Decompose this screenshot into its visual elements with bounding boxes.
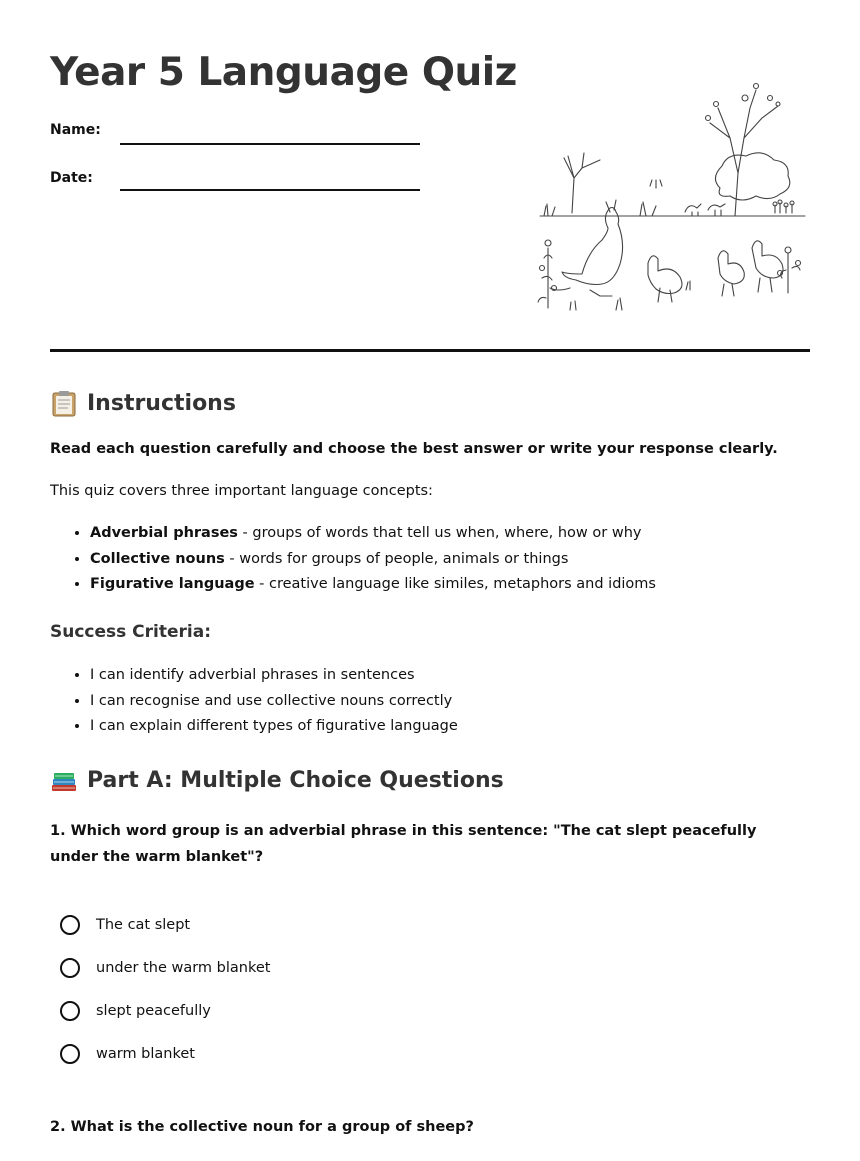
concept-term: Adverbial phrases — [90, 525, 238, 541]
date-label: Date: — [50, 170, 93, 186]
question-1: 1. Which word group is an adverbial phrase in this sentence: "The cat slept peacefully under the warm blanket"? — [50, 823, 757, 865]
list-item — [90, 572, 656, 598]
instructions-heading-text: Instructions — [87, 390, 236, 416]
success-criteria-heading: Success Criteria: — [50, 622, 212, 642]
instructions-lead: Read each question carefully and choose the best answer or write your response clearly. — [50, 441, 778, 457]
name-label: Name: — [50, 122, 101, 138]
part-a-heading — [50, 766, 504, 794]
option-1d[interactable] — [60, 1041, 195, 1067]
concept-term: Collective nouns — [90, 550, 225, 567]
list-item: • I can recognise and use collective nouns correctly — [90, 689, 458, 715]
radio-button[interactable] — [60, 958, 80, 978]
page-title: Year 5 Language Quiz — [50, 50, 517, 95]
radio-button[interactable] — [60, 1044, 80, 1064]
radio-button[interactable] — [60, 1001, 80, 1021]
option-1c[interactable] — [60, 998, 211, 1024]
list-item: • I can explain different types of figurative language — [90, 714, 458, 740]
option-label: The cat slept — [96, 917, 191, 933]
list-item — [90, 547, 656, 573]
option-label: slept peacefully — [96, 1003, 211, 1019]
concept-desc: - words for groups of people, animals or things — [224, 550, 569, 567]
date-field[interactable] — [120, 189, 420, 191]
list-item: • I can identify adverbial phrases in sentences — [90, 663, 458, 689]
part-a-heading-text: Part A: Multiple Choice Questions — [87, 767, 504, 793]
concepts-list — [50, 521, 656, 598]
concept-desc: - creative language like similes, metaphors and idioms — [254, 576, 656, 592]
section-divider — [50, 349, 810, 352]
concept-desc: - groups of words that tell us when, where, how or why — [237, 525, 642, 541]
name-field[interactable] — [120, 143, 420, 145]
clipboard-icon — [50, 389, 78, 417]
instructions-intro: This quiz covers three important language concepts: — [50, 483, 433, 499]
list-item — [90, 521, 656, 547]
concept-term: Figurative language — [90, 576, 255, 592]
option-label: warm blanket — [96, 1046, 195, 1062]
australian-bush-illustration — [530, 78, 810, 318]
question-2: 2. What is the collective noun for a group of sheep? — [50, 1119, 474, 1135]
books-icon — [50, 766, 78, 794]
option-1b[interactable] — [60, 955, 270, 981]
option-1a[interactable] — [60, 912, 190, 938]
success-criteria-list — [50, 663, 458, 740]
option-label: under the warm blanket — [96, 960, 271, 976]
instructions-heading — [50, 389, 236, 417]
radio-button[interactable] — [60, 915, 80, 935]
